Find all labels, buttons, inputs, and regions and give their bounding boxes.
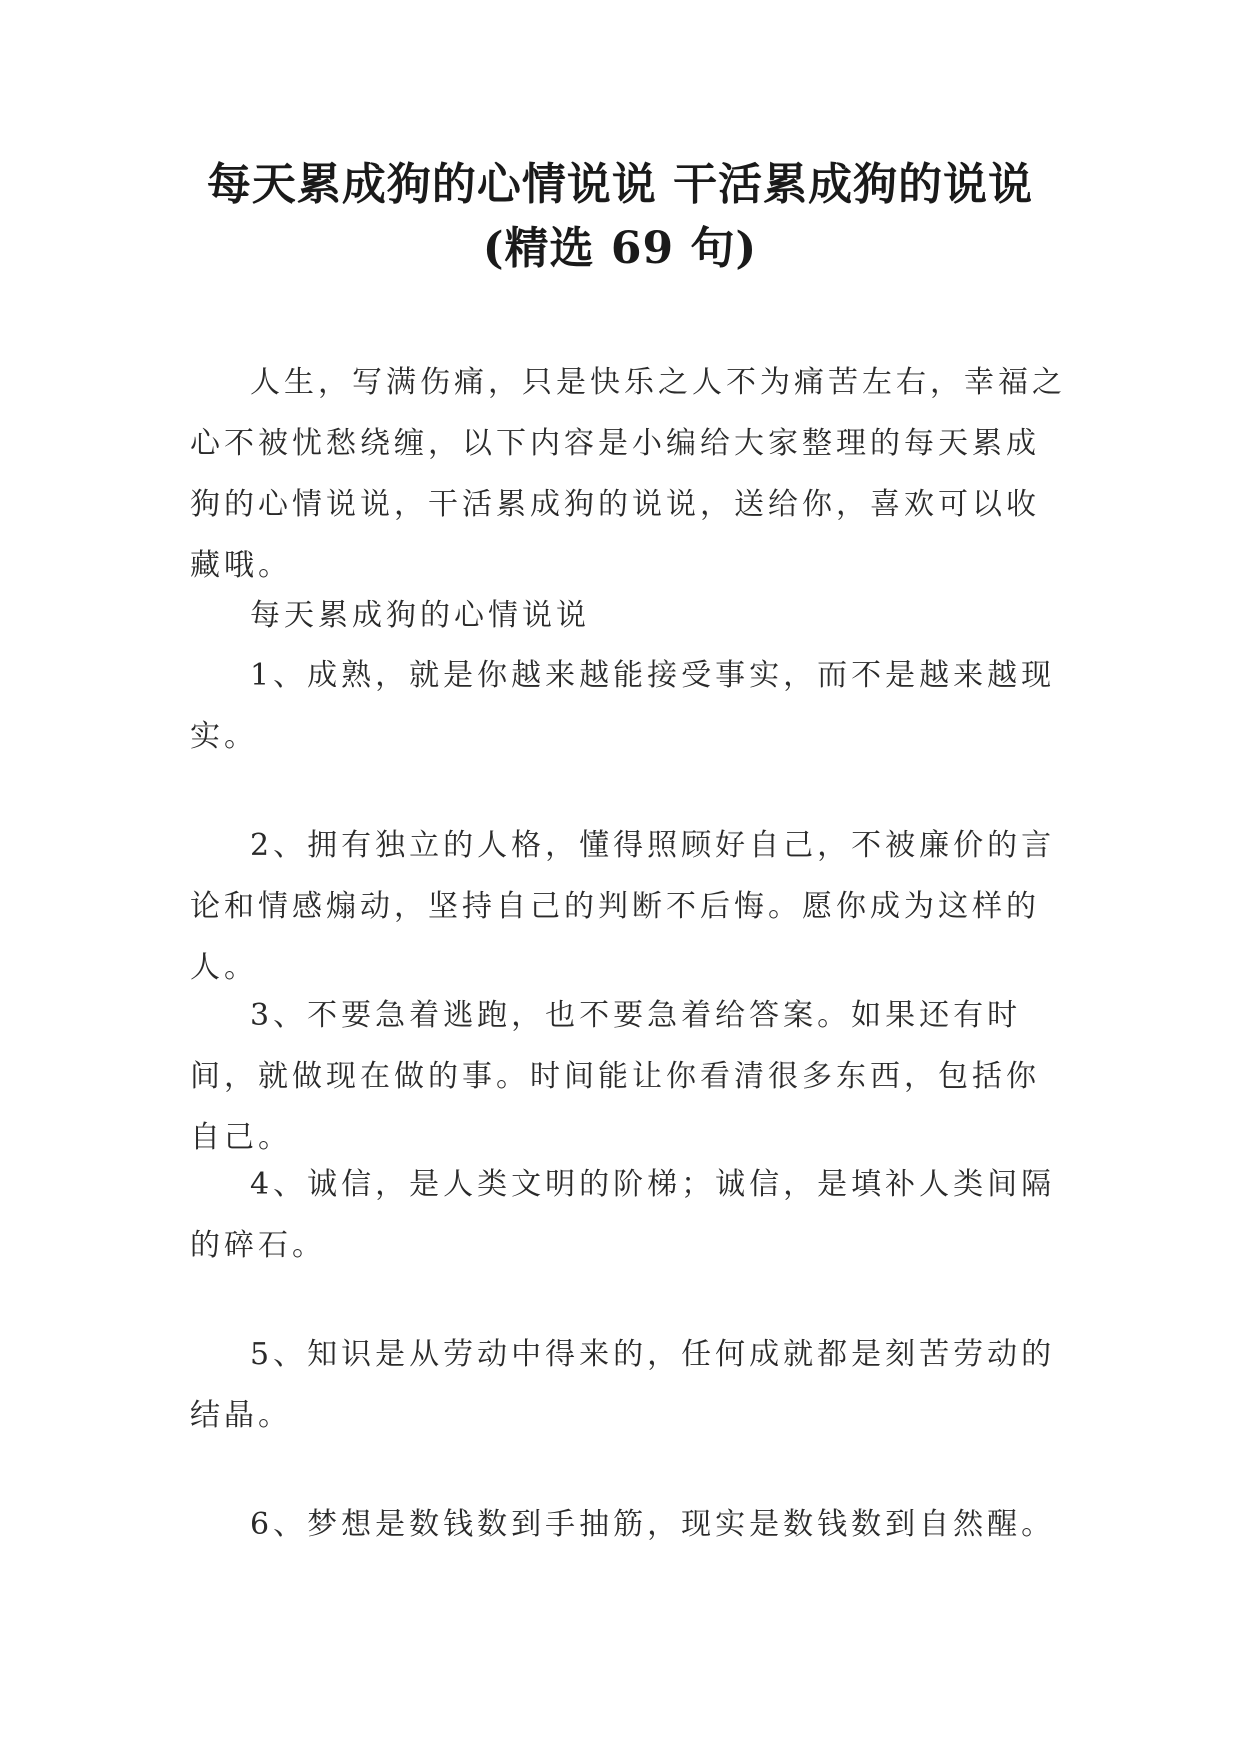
document-title-line-2: (精选 69 句) [482,223,758,274]
document-title-line-1: 每天累成狗的心情说说 干活累成狗的说说 [206,159,1034,210]
list-item: 1、成熟，就是你越来越能接受事实，而不是越来越现实。 [190,658,1056,754]
list-item: 6、梦想是数钱数到手抽筋，现实是数钱数到自然醒。 [250,1507,1056,1542]
list-item: 5、知识是从劳动中得来的，任何成就都是刻苦劳动的结晶。 [190,1337,1056,1433]
list-item: 3、不要急着逃跑，也不要急着给答案。如果还有时间，就做现在做的事。时间能让你看清很多东西，包括你自己。 [190,998,1040,1155]
section-heading: 每天累成狗的心情说说 [250,598,590,633]
intro-paragraph: 人生，写满伤痛，只是快乐之人不为痛苦左右，幸福之心不被忧愁绕缠，以下内容是小编给大家整理的每天累成狗的心情说说，干活累成狗的说说，送给你，喜欢可以收藏哦。 [190,365,1066,583]
list-item: 4、诚信，是人类文明的阶梯；诚信，是填补人类间隔的碎石。 [190,1167,1056,1263]
list-item: 2、拥有独立的人格，懂得照顾好自己，不被廉价的言论和情感煽动，坚持自己的判断不后悔。愿你成为这样的人。 [190,828,1056,985]
